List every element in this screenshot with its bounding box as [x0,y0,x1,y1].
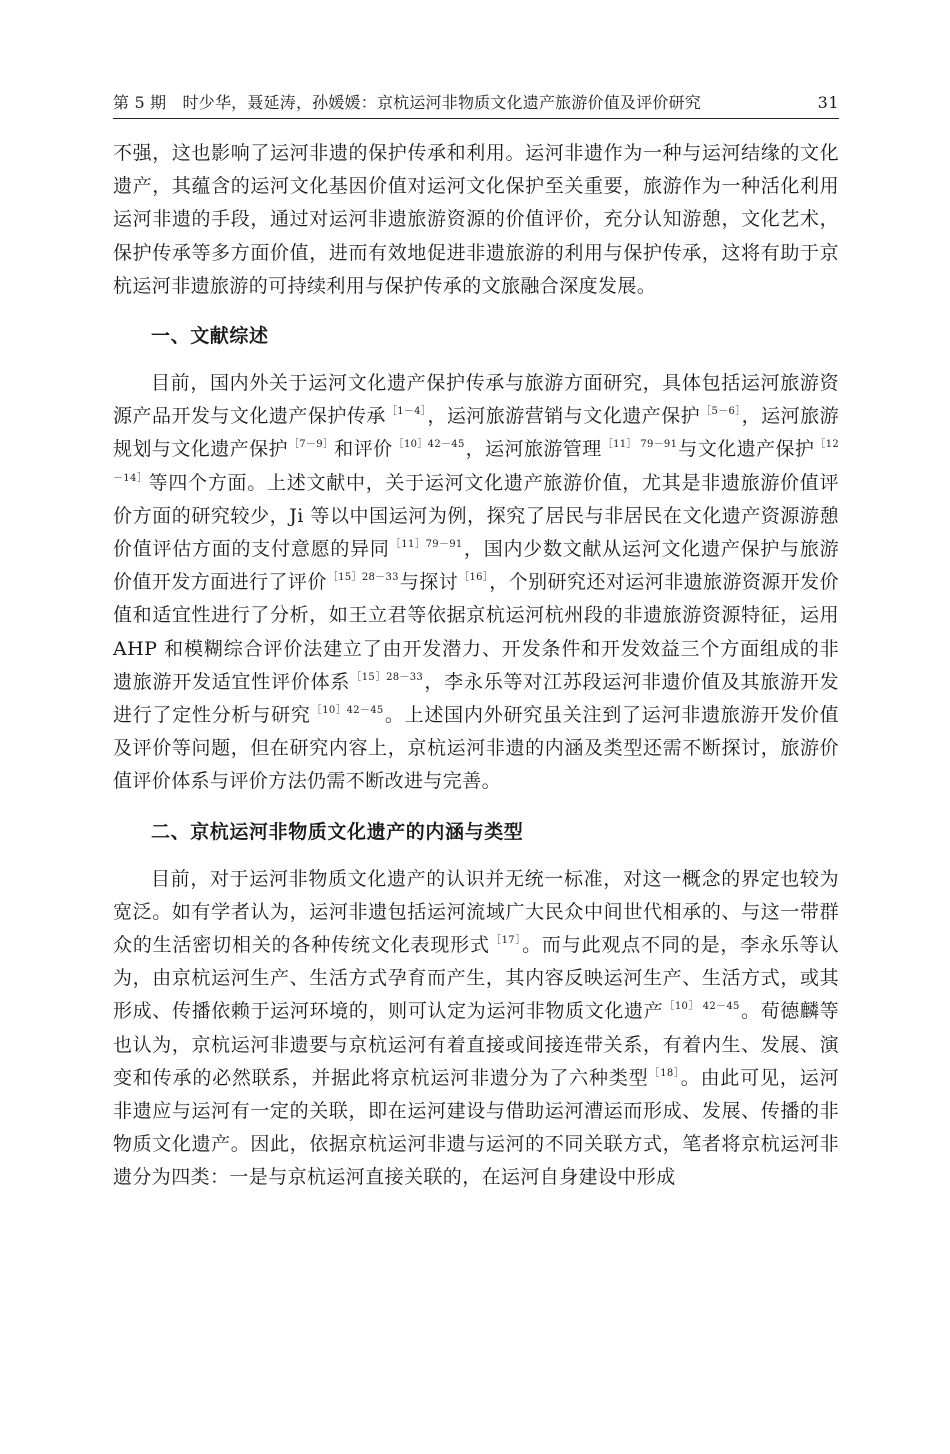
section-heading-connotation-types: 二、京杭运河非物质文化遗产的内涵与类型 [151,820,524,843]
citation: ［12－14］ [113,439,840,484]
text-run: 。上述国内外研究虽关注到了运河非遗旅游开发价值及评价等问题，但在研究内容上，京杭运河非遗的内涵及类型还需不断探讨，旅游价值评价体系与评价方法仍需不断改进与完善。 [113,704,839,793]
citation: ［16］ [459,572,489,584]
text-run: ，个别研究还对运河非遗旅游资源开发价值和适宜性进行了分析，如王立君等依据京杭运河杭州段的非遗旅游资源特征，运用 AHP 和模糊综合评价法建立了由开发潜力、开发条件和开发效益三个方面组成的非遗旅游开发适宜性评价体系 [113,571,840,693]
article-body [113,137,839,1195]
text-run: ，李永乐等对江苏段运河非遗价值及其旅游开发进行了定性分析与研究 [113,670,839,727]
citation: ［7－9］ [288,439,334,451]
page-number: 31 [817,93,839,112]
paragraph-connotation-types [113,863,839,1195]
text-run: 。由此可见，运河非遗应与运河有一定的关联，即在运河建设与借助运河漕运而形成、发展、传播的非物质文化遗产。因此，依据京杭运河非遗与运河的不同关联方式，笔者将京杭运河非遗分为四类：一是与京杭运河直接关联的，在运河自身建设中形成 [113,1066,839,1189]
citation: ［18］ [649,1067,680,1079]
page [113,92,839,1195]
citation: ［15］28－33 [327,572,399,584]
citation: ［5－6］ [701,406,741,418]
citation: ［15］28－33 [351,671,424,683]
text-run: ，运河旅游营销与文化遗产保护 [427,405,701,428]
text-run: 目前，国内外关于运河文化遗产保护传承与旅游方面研究，具体包括运河旅游资源产品开发与文化遗产保护传承 [113,372,839,428]
paragraph-intro-continued: 不强，这也影响了运河非遗的保护传承和利用。运河非遗作为一种与运河结缘的文化遗产，其蕴含的运河文化基因价值对运河文化保护至关重要，旅游作为一种活化利用运河非遗的手段，通过对运河非遗旅游资源的价值评价，充分认知游憩，文化艺术，保护传承等多方面价值，进而有效地促进非遗旅游的利用与保护传承，这将有助于京杭运河非遗旅游的可持续利用与保护传承的文旅融合深度发展。 [113,142,839,297]
text-run: ，运河旅游规划与文化遗产保护 [113,405,840,461]
citation: ［1－4］ [386,406,427,418]
text-run: 与文化遗产保护 [678,438,815,461]
text-run: 目前，对于运河非物质文化遗产的认识并无统一标准，对这一概念的界定也较为宽泛。如有学者认为，运河非遗包括运河流域广大民众中间世代相承的、与这一带群众的生活密切相关的各种传统文化表现形式 [113,867,839,957]
text-run: 等四个方面。上述文献中，关于运河文化遗产旅游价值，尤其是非遗旅游价值评价方面的研究较少，Ji 等以中国运河为例，探究了居民与非居民在文化遗产资源游憩价值评估方面的支付意愿的异同 [113,471,839,561]
text-run: 。而与此观点不同的是，李永乐等认为，由京杭运河生产、生活方式孕育而产生，其内容反映运河生产、生活方式，或其形成、传播依赖于运河环境的，则可认定为运河非物质文化遗产 [113,934,839,1023]
header-journal-authors-title: 第 5 期 时少华，聂延涛，孙媛媛：京杭运河非物质文化遗产旅游价值及评价研究 [113,93,701,112]
text-run: 和评价 [334,438,393,461]
section-heading-literature-review: 一、文献综述 [151,325,269,348]
citation: ［17］ [490,935,522,947]
citation: ［11］79－91 [390,539,463,551]
citation: ［10］ 42－45 [664,1001,740,1013]
text-run: ，国内少数文献从运河文化遗产保护与旅游价值开发方面进行了评价 [113,538,839,594]
text-run: 。荀德麟等也认为，京杭运河非遗要与京杭运河有着直接或间接连带关系，有着内生、发展、演变和传承的必然联系，并据此将京杭运河非遗分为了六种类型 [113,1000,839,1089]
citation: ［10］42－45 [311,705,384,717]
text-run: ，运河旅游管理 [465,438,602,461]
citation: ［11］ 79－91 [602,439,678,451]
running-header [113,92,839,119]
paragraph-literature-review [113,367,839,799]
citation: ［10］42－45 [393,439,465,451]
text-run: 与探讨 [399,571,459,594]
